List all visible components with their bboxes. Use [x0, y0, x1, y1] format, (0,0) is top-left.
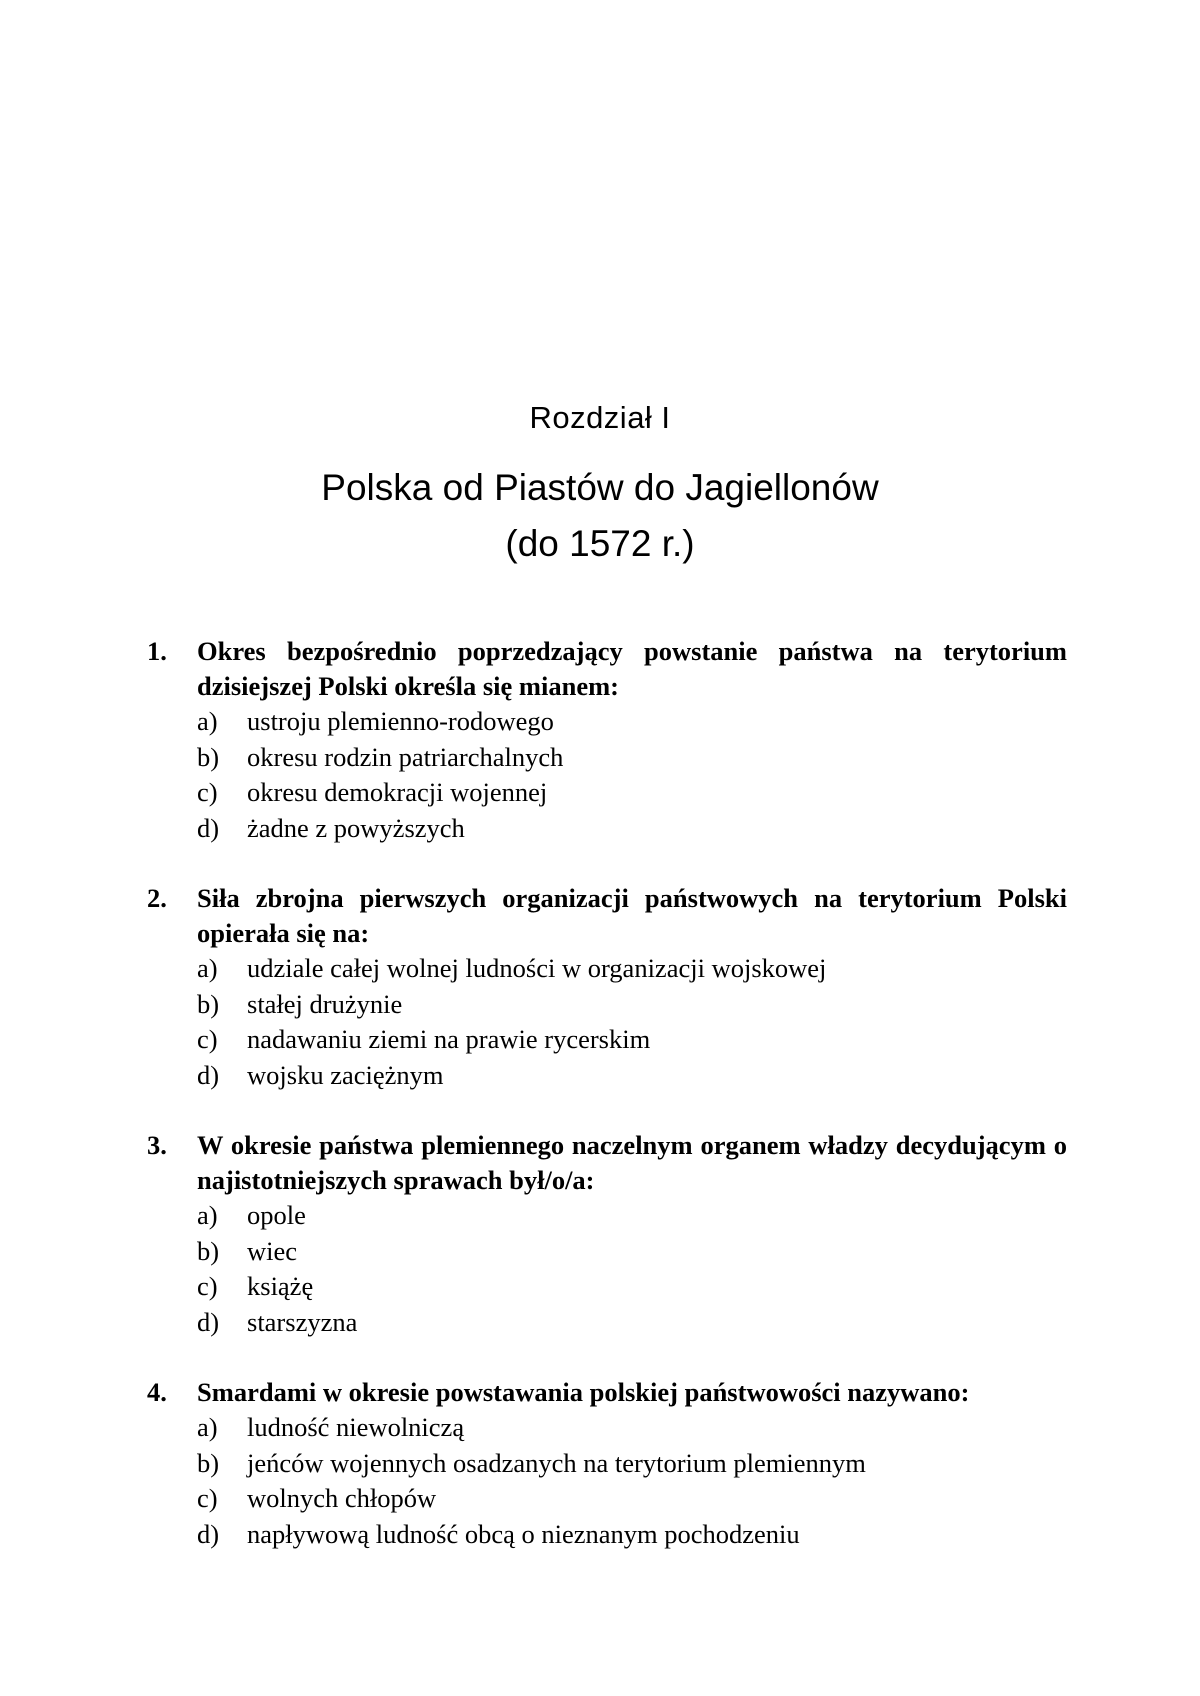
answer-text: żadne z powyższych: [247, 812, 465, 843]
question-2: [147, 881, 1067, 1093]
answer-letter: b): [197, 1447, 220, 1478]
answer-text: wiec: [247, 1235, 298, 1266]
answer-text: okresu rodzin patriarchalnych: [247, 741, 564, 772]
answer-list: [147, 1198, 1067, 1340]
answer-text: jeńców wojennych osadzanych na terytorium plemiennym: [247, 1447, 866, 1478]
answer-option-a: [197, 1410, 1067, 1446]
answer-option-d: [197, 1305, 1067, 1341]
question-text: Smardami w okresie powstawania polskiej państwowości nazywano:: [197, 1377, 970, 1407]
answer-letter: b): [197, 988, 220, 1019]
answer-option-c: [197, 1022, 1067, 1058]
answer-text: okresu demokracji wojennej: [247, 777, 548, 807]
answer-letter: c): [197, 1483, 218, 1513]
answer-text: wojsku zaciężnym: [247, 1059, 444, 1090]
question-text: W okresie państwa plemiennego naczelnym organem władzy decydującym o najistotniejszych sprawach był/o/a:: [197, 1130, 1067, 1195]
question-header: [147, 1128, 1067, 1198]
answer-text: starszyzna: [247, 1306, 358, 1337]
answer-option-a: [197, 951, 1067, 987]
answer-option-c: [197, 775, 1067, 811]
answer-text: stałej drużynie: [247, 988, 403, 1019]
answer-option-c: [197, 1481, 1067, 1517]
answer-option-b: [197, 987, 1067, 1023]
answer-letter: c): [197, 1024, 218, 1054]
answer-list: [147, 951, 1067, 1093]
question-list: [147, 634, 1067, 1587]
answer-option-a: [197, 704, 1067, 740]
answer-text: nadawaniu ziemi na prawie rycerskim: [247, 1024, 651, 1054]
question-header: [147, 634, 1067, 704]
answer-option-d: [197, 1517, 1067, 1553]
question-text: Okres bezpośrednio poprzedzający powstanie państwa na terytorium dzisiejszej Polski określa się mianem:: [197, 636, 1067, 701]
question-number: 3.: [147, 1130, 167, 1160]
chapter-title-line-1: Polska od Piastów do Jagiellonów: [321, 467, 879, 508]
answer-text: wolnych chłopów: [247, 1483, 437, 1513]
answer-option-a: [197, 1198, 1067, 1234]
question-number: 1.: [147, 636, 167, 666]
question-4: [147, 1375, 1067, 1552]
answer-text: ustroju plemienno-rodowego: [247, 706, 554, 736]
answer-text: opole: [247, 1200, 306, 1230]
question-header: [147, 1375, 1067, 1410]
answer-letter: d): [197, 1059, 220, 1090]
answer-option-d: [197, 1058, 1067, 1094]
answer-letter: d): [197, 812, 220, 843]
answer-letter: c): [197, 1271, 218, 1301]
answer-option-b: [197, 1234, 1067, 1270]
answer-letter: a): [197, 1412, 218, 1442]
answer-letter: d): [197, 1306, 220, 1337]
question-3: [147, 1128, 1067, 1340]
answer-option-b: [197, 740, 1067, 776]
answer-text: napływową ludność obcą o nieznanym pochodzeniu: [247, 1518, 800, 1549]
chapter-title: [0, 460, 1200, 572]
answer-letter: a): [197, 1200, 218, 1230]
question-text: Siła zbrojna pierwszych organizacji państwowych na terytorium Polski opierała się na:: [197, 883, 1067, 948]
question-1: [147, 634, 1067, 846]
answer-letter: c): [197, 777, 218, 807]
question-number: 4.: [147, 1377, 167, 1407]
answer-text: udziale całej wolnej ludności w organizacji wojskowej: [247, 953, 827, 983]
answer-text: książę: [247, 1271, 314, 1301]
answer-option-c: [197, 1269, 1067, 1305]
answer-list: [147, 704, 1067, 846]
chapter-label: Rozdział I: [529, 400, 671, 435]
answer-letter: d): [197, 1518, 220, 1549]
chapter-title-line-2: (do 1572 r.): [505, 523, 695, 564]
answer-letter: a): [197, 953, 218, 983]
question-number: 2.: [147, 883, 167, 913]
answer-option-b: [197, 1446, 1067, 1482]
answer-letter: b): [197, 1235, 220, 1266]
answer-letter: a): [197, 706, 218, 736]
answer-list: [147, 1410, 1067, 1552]
answer-option-d: [197, 811, 1067, 847]
answer-text: ludność niewolniczą: [247, 1412, 465, 1442]
question-header: [147, 881, 1067, 951]
answer-letter: b): [197, 741, 220, 772]
